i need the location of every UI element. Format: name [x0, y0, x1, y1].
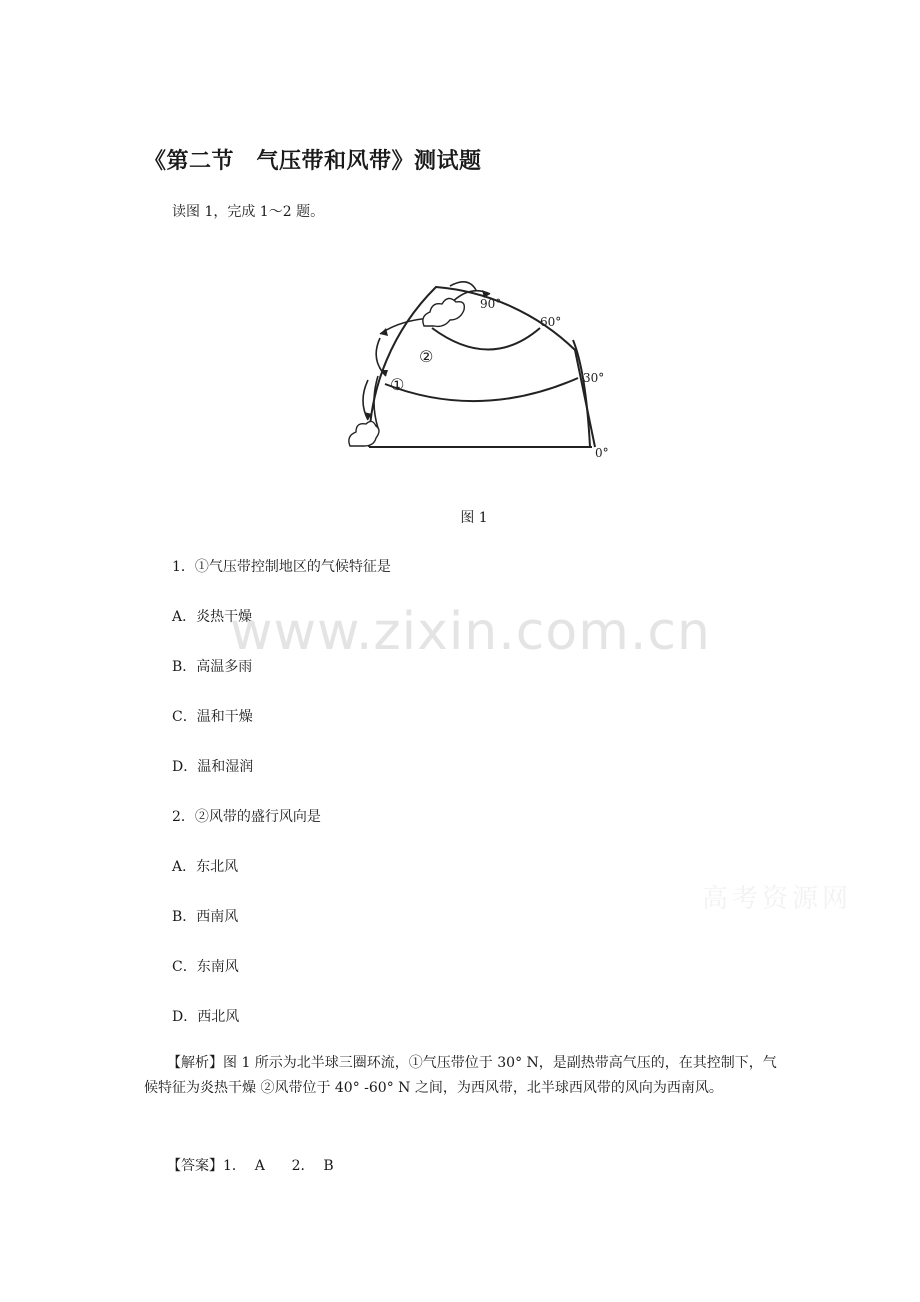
question-1-option-c: C．温和干燥 — [172, 709, 253, 725]
latitude-60-line — [432, 328, 540, 350]
question-1-option-b: B．高温多雨 — [172, 659, 253, 675]
answer-text: 【答案】1． A 2． B — [167, 1158, 334, 1174]
latitude-label: 0° — [595, 446, 609, 460]
latitude-30-line — [385, 378, 578, 401]
question-2-option-c: C．东南风 — [172, 959, 239, 975]
question-1-option-d: D．温和湿润 — [172, 759, 254, 775]
question-2-option-b: B．西南风 — [172, 909, 239, 925]
belt-marker-2: ② — [419, 347, 434, 366]
question-1-option-a: A．炎热干燥 — [172, 609, 253, 625]
watermark: 高考资源网 — [702, 884, 853, 914]
latitude-label: 90° — [480, 297, 502, 311]
intro-text: 读图 1，完成 1～2 题。 — [172, 204, 325, 220]
latitude-label: 60° — [540, 315, 562, 329]
cloud-icon — [349, 421, 379, 446]
latitude-label: 30° — [583, 371, 605, 385]
three-cell-circulation-figure — [340, 276, 620, 462]
question-2-stem: 2．②风带的盛行风向是 — [172, 809, 321, 825]
question-2-option-a: A．东北风 — [172, 859, 239, 875]
question-2-option-d: D．西北风 — [172, 1009, 240, 1025]
page-title: 《第二节 气压带和风带》测试题 — [144, 149, 482, 174]
hemisphere-arc — [369, 287, 595, 447]
watermark: www.zixin.com.cn — [230, 602, 711, 662]
figure-caption: 图 1 — [460, 510, 488, 526]
analysis-text: 【解析】图 1 所示为北半球三圈环流，①气压带位于 30° N，是副热带高气压的，在其控制下，气候特征为炎热干燥 ②风带位于 40° -60° N 之间，为西风带，北半球西风带的风向为西南风。 — [144, 1055, 777, 1096]
belt-marker-1: ① — [390, 375, 405, 394]
cloud-icon — [423, 298, 464, 326]
question-1-stem: 1．①气压带控制地区的气候特征是 — [172, 559, 391, 575]
